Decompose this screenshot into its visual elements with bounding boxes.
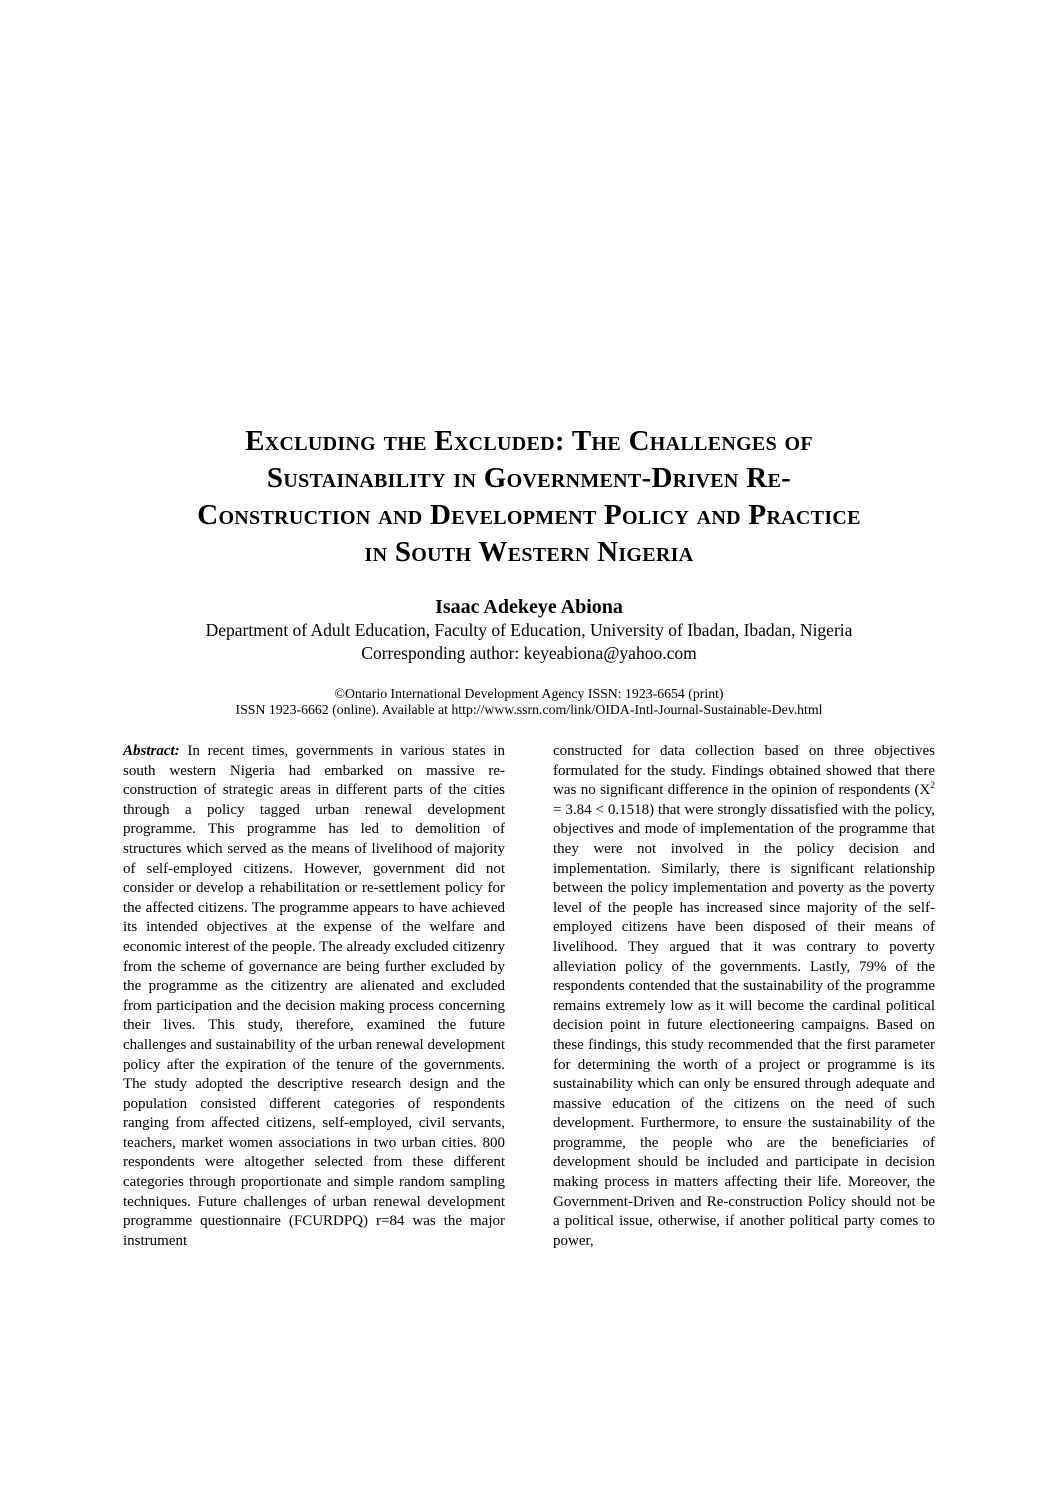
- abstract-right-text-2: = 3.84 < 0.1518) that were strongly dissatisfied with the policy, objectives and mode of implementation of the programme that they were not involved in the policy decision and implementation. Similarly, there is significant relationship between the policy implementation and poverty as the poverty level of the people has increased since majority of the self-employed citizens have been disposed of their means of livelihood. They argued that it was contrary to poverty alleviation policy of the governments. Lastly, 79% of the respondents contended that the sustainability of the programme remains extremely low as it will become the cardinal political decision point in future electioneering campaigns. Based on these findings, this study recommended that the first parameter for determining the worth of a project or programme is its sustainability which can only be ensured through adequate and massive education of the citizens on the need of such development. Furthermore, to ensure the sustainability of the programme, the people who are the beneficiaries of development should be included and participate in decision making process in matters affecting their life. Moreover, the Government-Driven and Re-construction Policy should not be a political issue, otherwise, if another political party comes to power,: [553, 801, 935, 1249]
- abstract-label: Abstract:: [123, 743, 180, 759]
- abstract-left-column: [123, 742, 505, 1251]
- publisher-block: [123, 686, 935, 718]
- author-affiliation: Department of Adult Education, Faculty of Education, University of Ibadan, Ibadan, Nigeria: [205, 620, 853, 640]
- paper-title-line-2: Sustainability in Government-Driven Re-: [266, 462, 792, 494]
- paper-title-line-4: in South Western Nigeria: [364, 536, 694, 568]
- abstract-right-text-1: constructed for data collection based on three objectives formulated for the study. Findings obtained showed that there was no significant difference in the opinion of respondents (X: [553, 743, 935, 799]
- paper-title: [123, 423, 935, 571]
- author-name: Isaac Adekeye Abiona: [435, 596, 623, 618]
- corresponding-author: Corresponding author: keyeabiona@yahoo.com: [361, 643, 697, 663]
- author-block: [123, 595, 935, 665]
- paper-title-line-1: Excluding the Excluded: The Challenges of: [245, 425, 813, 457]
- abstract-left-text: In recent times, governments in various states in south western Nigeria had embarked on massive re-construction of strategic areas in different parts of the cities through a policy tagged urban renewal development programme. This programme has led to demolition of structures which served as the means of livelihood of majority of self-employed citizens. However, government did not consider or develop a rehabilitation or re-settlement policy for the affected citizens. The programme appears to have achieved its intended objectives at the expense of the welfare and economic interest of the people. The already excluded citizenry from the scheme of governance are being further excluded by the programme as the citizentry are alienated and excluded from participation and the decision making process concerning their lives. This study, therefore, examined the future challenges and sustainability of the urban renewal development policy after the expiration of the tenure of the governments. The study adopted the descriptive research design and the population consisted different categories of respondents ranging from affected citizens, self-employed, civil servants, teachers, market women associations in two urban cities. 800 respondents were altogether selected from these different categories through proportionate and simple random sampling techniques. Future challenges of urban renewal development programme questionnaire (FCURDPQ) r=84 was the major instrument: [123, 743, 505, 1249]
- chi-square-exponent: 2: [930, 781, 935, 792]
- paper-title-line-3: Construction and Development Policy and Practice: [197, 499, 861, 531]
- publisher-issn-print: ©Ontario International Development Agency ISSN: 1923-6654 (print): [334, 686, 724, 701]
- content-area: [123, 0, 935, 1251]
- publisher-issn-online-url: ISSN 1923-6662 (online). Available at http://www.ssrn.com/link/OIDA-Intl-Journal-Sustainable-Dev.html: [235, 702, 823, 717]
- abstract: [123, 742, 935, 1251]
- abstract-right-column: [553, 742, 935, 1251]
